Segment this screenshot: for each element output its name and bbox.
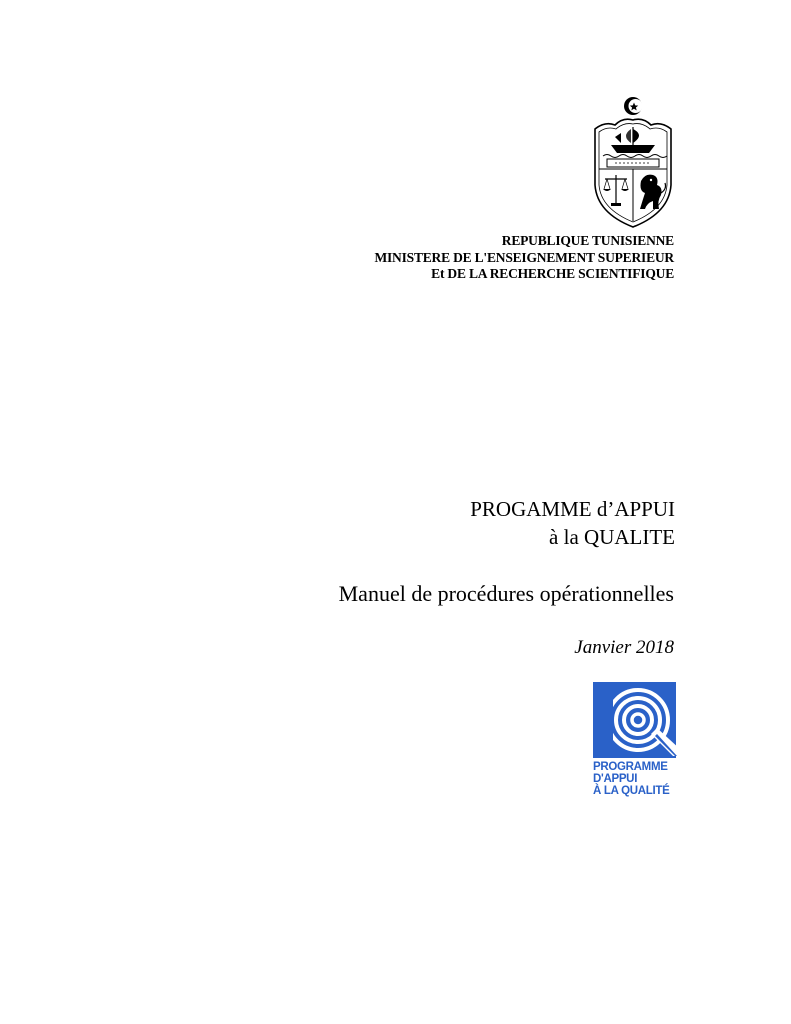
header-ministry-research: Et DE LA RECHERCHE SCIENTIFIQUE	[431, 266, 674, 281]
paq-logo-icon	[593, 682, 683, 760]
document-date: Janvier 2018	[574, 637, 674, 658]
title-line-1: PROGAMME d’APPUI	[470, 497, 675, 521]
title-line-2: à la QUALITE	[549, 525, 675, 549]
paq-logo	[593, 682, 683, 806]
ministry-header	[374, 233, 674, 283]
header-ministry: MINISTERE DE L'ENSEIGNEMENT SUPERIEUR	[374, 249, 674, 265]
coat-of-arms-icon	[585, 93, 681, 231]
logo-line-3: À LA QUALITÉ	[593, 785, 670, 797]
logo-line-2: D'APPUI	[593, 773, 638, 785]
document-title	[470, 495, 675, 551]
header-country: REPUBLIQUE TUNISIENNE	[501, 233, 674, 248]
paq-logo-text	[593, 761, 669, 797]
logo-line-1: PROGRAMME	[593, 761, 668, 773]
document-subtitle: Manuel de procédures opérationnelles	[338, 581, 674, 606]
